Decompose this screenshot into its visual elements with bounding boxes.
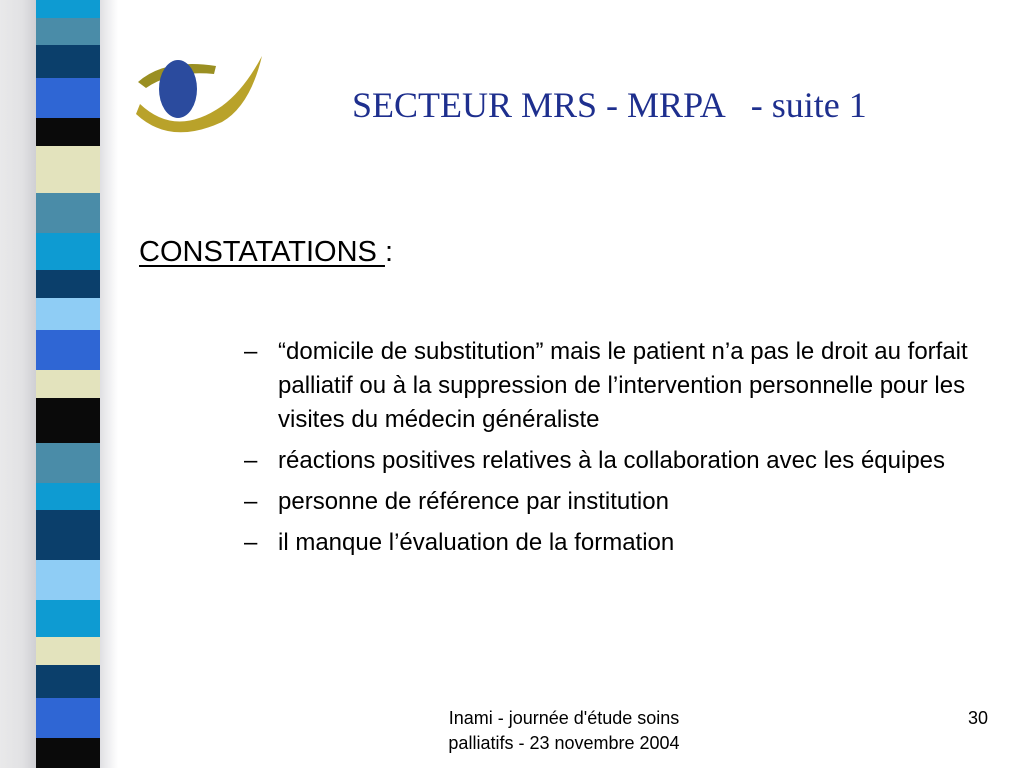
stripe-band — [36, 738, 100, 768]
stripe-band — [36, 560, 100, 600]
stripe-band — [36, 330, 100, 370]
section-heading-label: CONSTATATIONS — [139, 236, 385, 268]
footer-line-2: palliatifs - 23 novembre 2004 — [448, 733, 680, 753]
stripe-band — [36, 510, 100, 560]
stripe-band — [36, 146, 100, 193]
list-item — [244, 526, 984, 560]
list-item — [244, 444, 984, 478]
bullet-dash: – — [244, 488, 258, 515]
list-item — [244, 485, 984, 519]
stripe-band — [36, 637, 100, 665]
stripe-band — [36, 398, 100, 443]
stripe-band — [36, 665, 100, 698]
footer-line-1: Inami - journée d'étude soins — [448, 708, 680, 728]
stripe-band — [36, 270, 100, 298]
stripe-band — [36, 233, 100, 270]
stripe-band — [36, 78, 100, 118]
stripe-band — [36, 45, 100, 78]
stripe-band — [36, 193, 100, 233]
list-item — [244, 335, 984, 437]
stripe-band — [36, 600, 100, 637]
logo-eye — [159, 60, 197, 118]
bullet-dash: – — [244, 447, 258, 474]
section-heading-colon: : — [384, 236, 394, 268]
findings-list — [244, 335, 984, 567]
slide-title: SECTEUR MRS - MRPA - suite 1 — [352, 85, 867, 125]
stripe-band — [36, 0, 100, 18]
stripe-band — [36, 298, 100, 330]
bullet-dash: – — [244, 338, 258, 365]
section-heading — [139, 236, 393, 269]
footer-text — [424, 706, 704, 756]
stripe-band — [36, 370, 100, 398]
stripe-band — [36, 118, 100, 146]
vertical-color-stripe — [36, 0, 100, 768]
page-number: 30 — [967, 708, 988, 728]
stripe-band — [36, 483, 100, 510]
stripe-band — [36, 18, 100, 45]
stripe-band — [36, 698, 100, 738]
bullet-dash: – — [244, 529, 258, 556]
stripe-band — [36, 443, 100, 483]
list-item-text: “domicile de substitution” mais le patient n’a pas le droit au forfait palliatif ou à la suppression de l’intervention personnelle pour les visites du médecin généraliste — [278, 338, 968, 433]
list-item-text: réactions positives relatives à la collaboration avec les équipes — [278, 447, 946, 474]
inami-logo — [110, 52, 266, 152]
list-item-text: personne de référence par institution — [278, 488, 669, 515]
list-item-text: il manque l’évaluation de la formation — [278, 529, 675, 556]
